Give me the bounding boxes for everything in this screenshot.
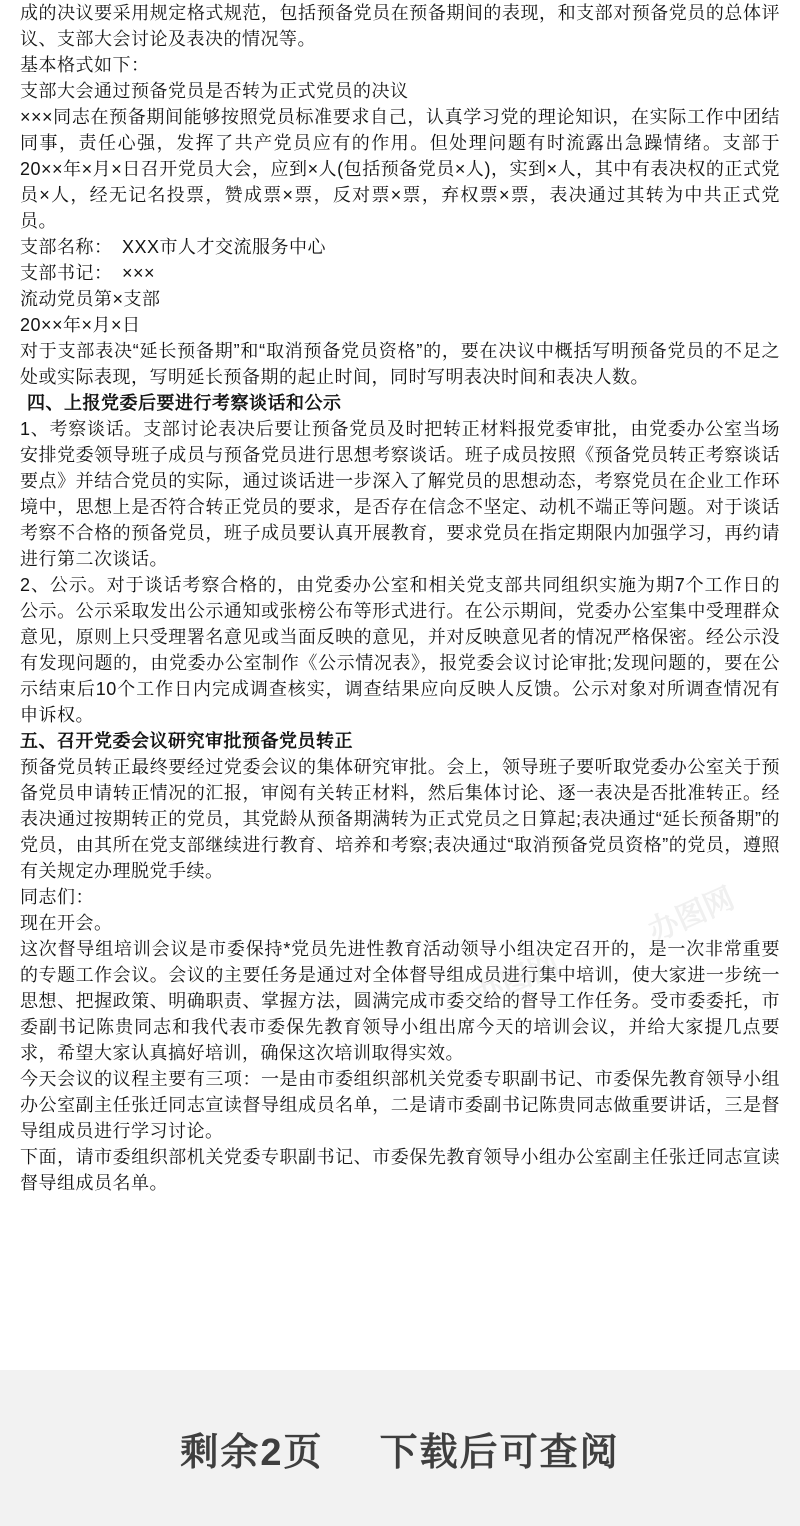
download-hint-label: 下载后可查阅 (379, 1431, 620, 1474)
paragraph: 1、考察谈话。支部讨论表决后要让预备党员及时把转正材料报党委审批，由党委办公室当场安排党委领导班子成员与预备党员进行思想考察谈话。班子成员按照《预备党员转正考察谈话要点》并结合党员的实际，通过谈话进一步深入了解党员的思想动态，考察党员在企业工作环境中，思想上是否符合转正党员的要求，是否存在信念不坚定、动机不端正等问题。对于谈话考察不合格的预备党员，班子成员要认真开展教育，要求党员在指定期限内加强学习，再约请进行第二次谈话。 (20, 419, 780, 569)
paragraph: 支部名称： XXX市人才交流服务中心 (20, 237, 327, 257)
paragraph: 20××年×月×日 (20, 315, 141, 335)
paragraph: ×××同志在预备期间能够按照党员标准要求自己，认真学习党的理论知识，在实际工作中团结同事，责任心强，发挥了共产党员应有的作用。但处理问题有时流露出急躁情绪。支部于20××年×月×日召开党员大会，应到×人(包括预备党员×人)，实到×人，其中有表决权的正式党员×人，经无记名投票，赞成票×票，反对票×票，弃权票×票，表决通过其转为中共正式党员。 (20, 107, 780, 231)
remaining-pages-banner (0, 1370, 800, 1526)
section-heading: 四、上报党委后要进行考察谈话和公示 (27, 393, 342, 413)
paragraph: 支部大会通过预备党员是否转为正式党员的决议 (20, 81, 409, 101)
paragraph: 今天会议的议程主要有三项：一是由市委组织部机关党委专职副书记、市委保先教育领导小组办公室副主任张迁同志宣读督导组成员名单，二是请市委副书记陈贵同志做重要讲话，三是督导组成员进行学习讨论。 (20, 1069, 780, 1141)
paragraph: 支部书记： ××× (20, 263, 156, 283)
paragraph: 对于支部表决“延长预备期”和“取消预备党员资格”的，要在决议中概括写明预备党员的不足之处或实际表现，写明延长预备期的起止时间，同时写明表决时间和表决人数。 (20, 341, 780, 387)
site-watermark: 办图网 (643, 881, 740, 949)
paragraph: 成的决议要采用规定格式规范，包括预备党员在预备期间的表现，和支部对预备党员的总体评议、支部大会讨论及表决的情况等。 (20, 3, 780, 49)
paragraph: 这次督导组培训会议是市委保持*党员先进性教育活动领导小组决定召开的，是一次非常重要的专题工作会议。会议的主要任务是通过对全体督导组成员进行集中培训，使大家进一步统一思想、把握政策、明确职责、掌握方法，圆满完成市委交给的督导工作任务。受市委委托，市委副书记陈贵同志和我代表市委保先教育领导小组出席今天的培训会议，并给大家提几点要求，希望大家认真搞好培训，确保这次培训取得实效。 (20, 939, 780, 1063)
site-watermark: 办图网 (468, 946, 565, 1014)
paragraph: 流动党员第×支部 (20, 289, 161, 309)
remaining-pages-label: 剩余2页 (180, 1431, 324, 1474)
paragraph: 下面，请市委组织部机关党委专职副书记、市委保先教育领导小组办公室副主任张迁同志宣读督导组成员名单。 (20, 1147, 780, 1193)
paragraph: 基本格式如下： (20, 55, 150, 75)
paragraph: 预备党员转正最终要经过党委会议的集体研究审批。会上，领导班子要听取党委办公室关于预备党员申请转正情况的汇报，审阅有关转正材料，然后集体讨论、逐一表决是否批准转正。经表决通过按期转正的党员，其党龄从预备期满转为正式党员之日算起;表决通过“延长预备期”的党员，由其所在党支部继续进行教育、培养和考察;表决通过“取消预备党员资格”的党员，遵照有关规定办理脱党手续。 (20, 757, 780, 881)
paragraph: 2、公示。对于谈话考察合格的，由党委办公室和相关党支部共同组织实施为期7个工作日的公示。公示采取发出公示通知或张榜公布等形式进行。在公示期间，党委办公室集中受理群众意见，原则上只受理署名意见或当面反映的意见，并对反映意见者的情况严格保密。经公示没有发现问题的，由党委办公室制作《公示情况表》，报党委会议讨论审批;发现问题的，要在公示结束后10个工作日内完成调查核实，调查结果应向反映人反馈。公示对象对所调查情况有申诉权。 (20, 575, 780, 725)
section-heading: 五、召开党委会议研究审批预备党员转正 (20, 731, 353, 751)
paragraph: 同志们： (20, 887, 94, 907)
paragraph: 现在开会。 (20, 913, 113, 933)
